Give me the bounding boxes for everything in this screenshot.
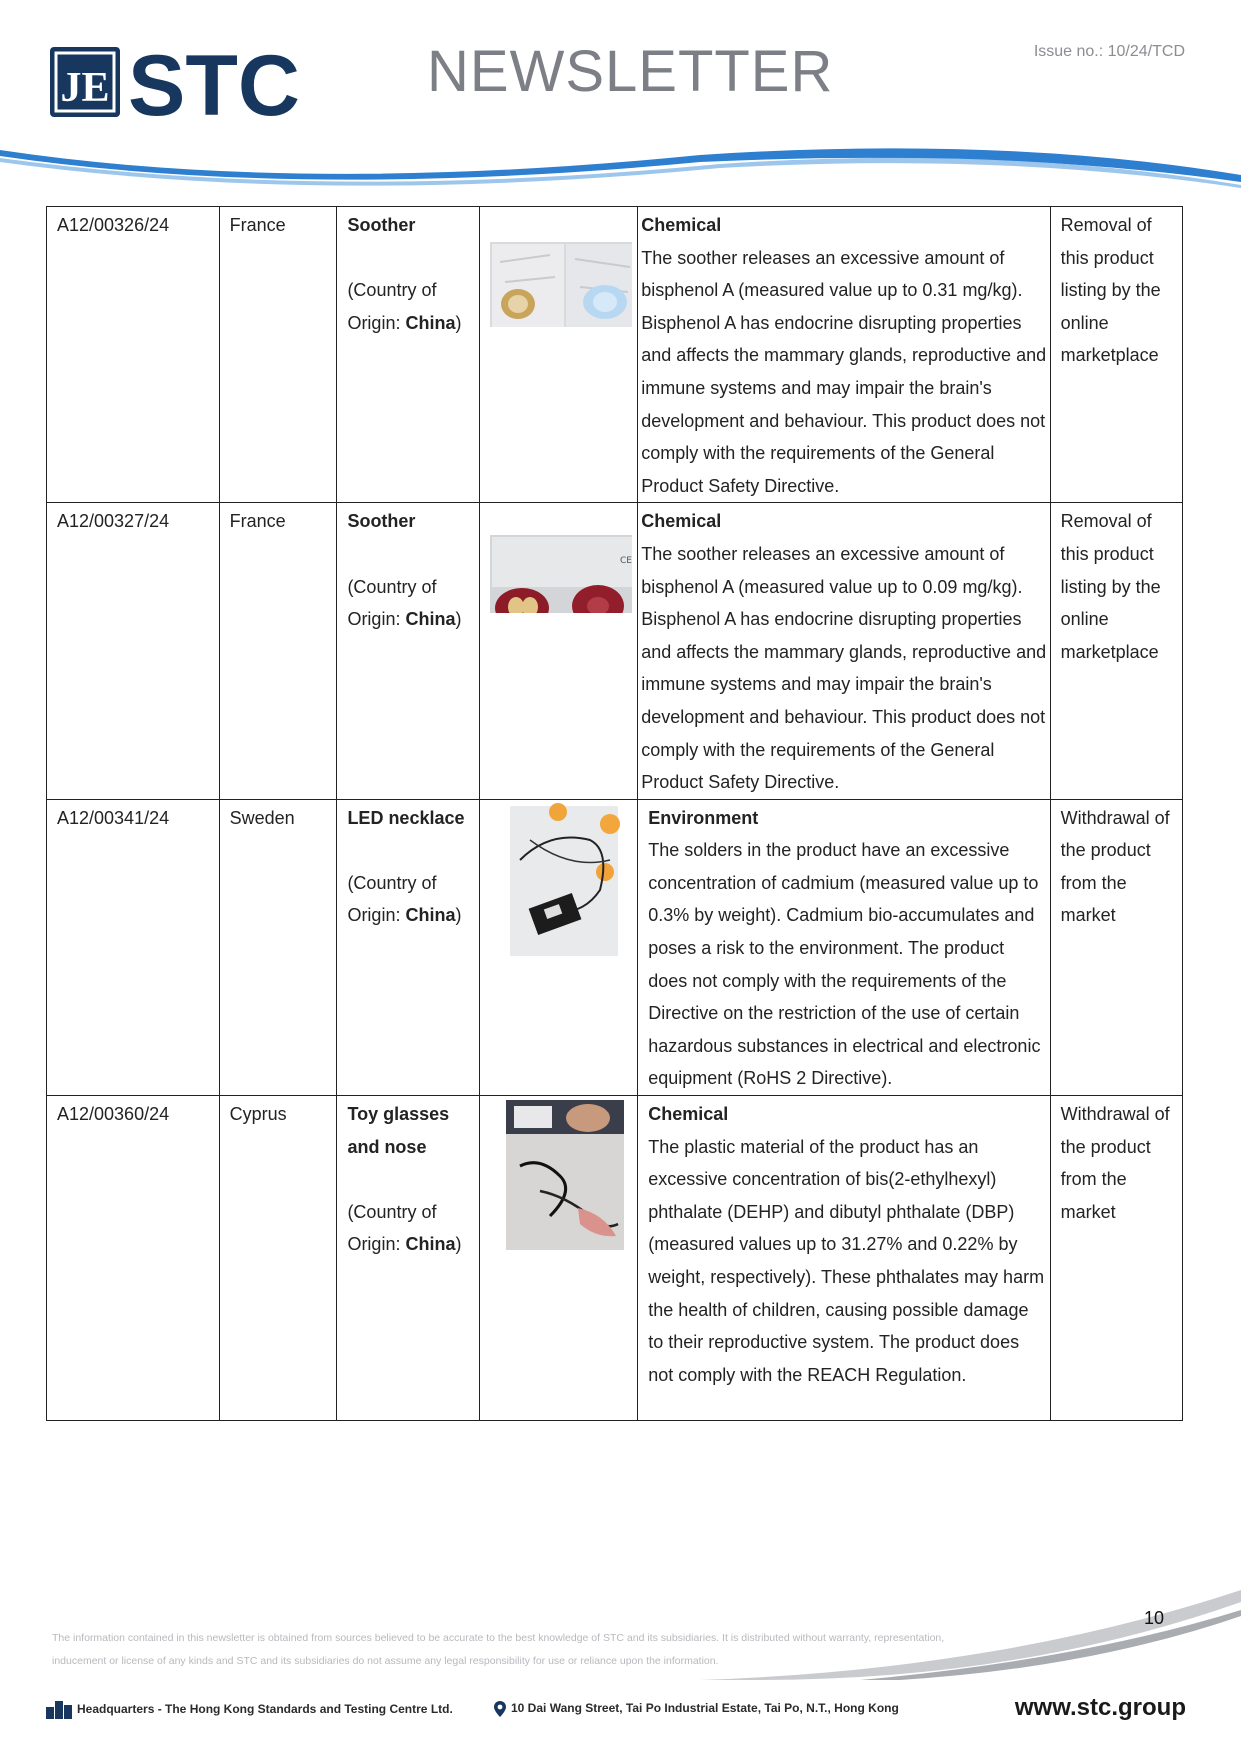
origin-country: China	[405, 1234, 456, 1255]
risk-description: The plastic material of the product has an excessive concentration of bis(2-ethylhexyl) phthalate (DEHP) and dibutyl phthalate (DBP) (measured values up to 31.27% and 0.22% by weight, respectively). These phthalates may harm the health of children, causing possible damage to their reproductive system. The product does not comply with the REACH Regulation.	[648, 1136, 1045, 1385]
svg-text:JE: JE	[60, 65, 110, 111]
led-necklace-photo	[480, 800, 632, 960]
headquarters-label: Headquarters - The Hong Kong Standards and Testing Centre Ltd.	[77, 1702, 453, 1717]
risk-cell	[638, 207, 1050, 503]
origin-country: China	[405, 312, 456, 333]
reference-cell: A12/00327/24	[47, 503, 220, 799]
soother-photo	[480, 207, 632, 327]
product-name: LED necklace	[347, 807, 465, 828]
table-row	[47, 799, 1183, 1095]
country-cell: Cyprus	[219, 1096, 337, 1421]
risk-description: The soother releases an excessive amount of bisphenol A (measured value up to 0.31 mg/kg). Bisphenol A has endocrine disrupting properties and affects the mammary glands, reproductive and immune systems and may impair the brain's development and behaviour. This product does not comply with the requirements of the General Product Safety Directive.	[641, 247, 1047, 496]
product-name: Toy glasses and nose	[347, 1104, 450, 1157]
table-row	[47, 503, 1183, 799]
measure-cell: Withdrawal of the product from the market	[1050, 1096, 1182, 1421]
risk-type: Chemical	[648, 1104, 729, 1125]
origin-label: (Country of Origin:	[347, 1201, 437, 1255]
svg-text:STC: STC	[128, 45, 300, 125]
photo-cell	[480, 799, 638, 1095]
address-line	[494, 1701, 899, 1717]
product-cell: LED necklace (Country of Origin: China)	[337, 799, 480, 1095]
newsletter-title: NEWSLETTER	[427, 39, 834, 104]
footer-bar	[46, 1694, 1186, 1730]
reference-cell: A12/00326/24	[47, 207, 220, 503]
product-cell: Toy glasses and nose (Country of Origin: China)	[337, 1096, 480, 1421]
origin-label: (Country of Origin:	[347, 872, 437, 926]
origin-country: China	[405, 905, 456, 926]
risk-description: The solders in the product have an excessive concentration of cadmium (measured value up to 0.3% by weight). Cadmium bio-accumulates and poses a risk to the environment. The product does not comply with the requirements of the Directive on the restriction of the use of certain hazardous substances in electrical and electronic equipment (RoHS 2 Directive).	[648, 840, 1041, 1089]
product-cell: Soother (Country of Origin: China)	[337, 207, 480, 503]
website-link[interactable]: www.stc.group	[1014, 1694, 1186, 1721]
risk-type: Environment	[648, 807, 759, 828]
table-row	[47, 207, 1183, 503]
disclaimer-text: The information contained in this newsletter is obtained from sources believed to be accurate to the best knowledge of STC and its subsidiaries. It is distributed without warranty, representation, inducement or license of any kinds and STC and its subsidiaries do not assume any legal responsibility for use or reliance upon the information.	[52, 1632, 945, 1667]
risk-type: Chemical	[641, 215, 722, 235]
risk-cell	[638, 503, 1050, 799]
table-row	[47, 1096, 1183, 1421]
building-icon	[46, 1701, 72, 1719]
measure-cell: Withdrawal of the product from the market	[1050, 799, 1182, 1095]
product-alert-table	[46, 206, 1183, 1421]
issue-number: Issue no.: 10/24/TCD	[1033, 43, 1185, 60]
measure-cell: Removal of this product listing by the online marketplace	[1050, 503, 1182, 799]
soother-photo	[480, 503, 632, 613]
product-name: Soother	[347, 215, 416, 235]
risk-description: The soother releases an excessive amount of bisphenol A (measured value up to 0.09 mg/kg). Bisphenol A has endocrine disrupting properties and affects the mammary glands, reproductive and immune systems and may impair the brain's development and behaviour. This product does not comply with the requirements of the General Product Safety Directive.	[641, 543, 1047, 793]
header-swoosh	[0, 140, 1241, 200]
reference-cell: A12/00360/24	[47, 1096, 220, 1421]
stc-logo	[50, 45, 350, 125]
photo-cell	[480, 1096, 638, 1421]
country-cell: France	[219, 503, 337, 799]
svg-text:CE: CE	[620, 556, 633, 567]
country-cell: France	[219, 207, 337, 503]
headquarters-line	[46, 1701, 453, 1719]
product-cell: Soother (Country of Origin: China)	[337, 503, 480, 799]
risk-type: Chemical	[641, 511, 722, 532]
risk-cell	[638, 799, 1050, 1095]
page-number: 10	[1144, 1608, 1165, 1628]
country-cell: Sweden	[219, 799, 337, 1095]
toy-glasses-nose-photo	[480, 1096, 632, 1256]
origin-country: China	[405, 609, 456, 630]
product-name: Soother	[347, 511, 416, 532]
origin-label: (Country of Origin:	[347, 576, 437, 630]
location-pin-icon	[494, 1701, 506, 1717]
reference-cell: A12/00341/24	[47, 799, 220, 1095]
photo-cell	[480, 503, 638, 799]
address-label: 10 Dai Wang Street, Tai Po Industrial Estate, Tai Po, N.T., Hong Kong	[511, 1701, 899, 1716]
origin-label: (Country of Origin:	[347, 280, 437, 333]
measure-cell: Removal of this product listing by the online marketplace	[1050, 207, 1182, 503]
photo-cell	[480, 207, 638, 503]
risk-cell	[638, 1096, 1050, 1421]
